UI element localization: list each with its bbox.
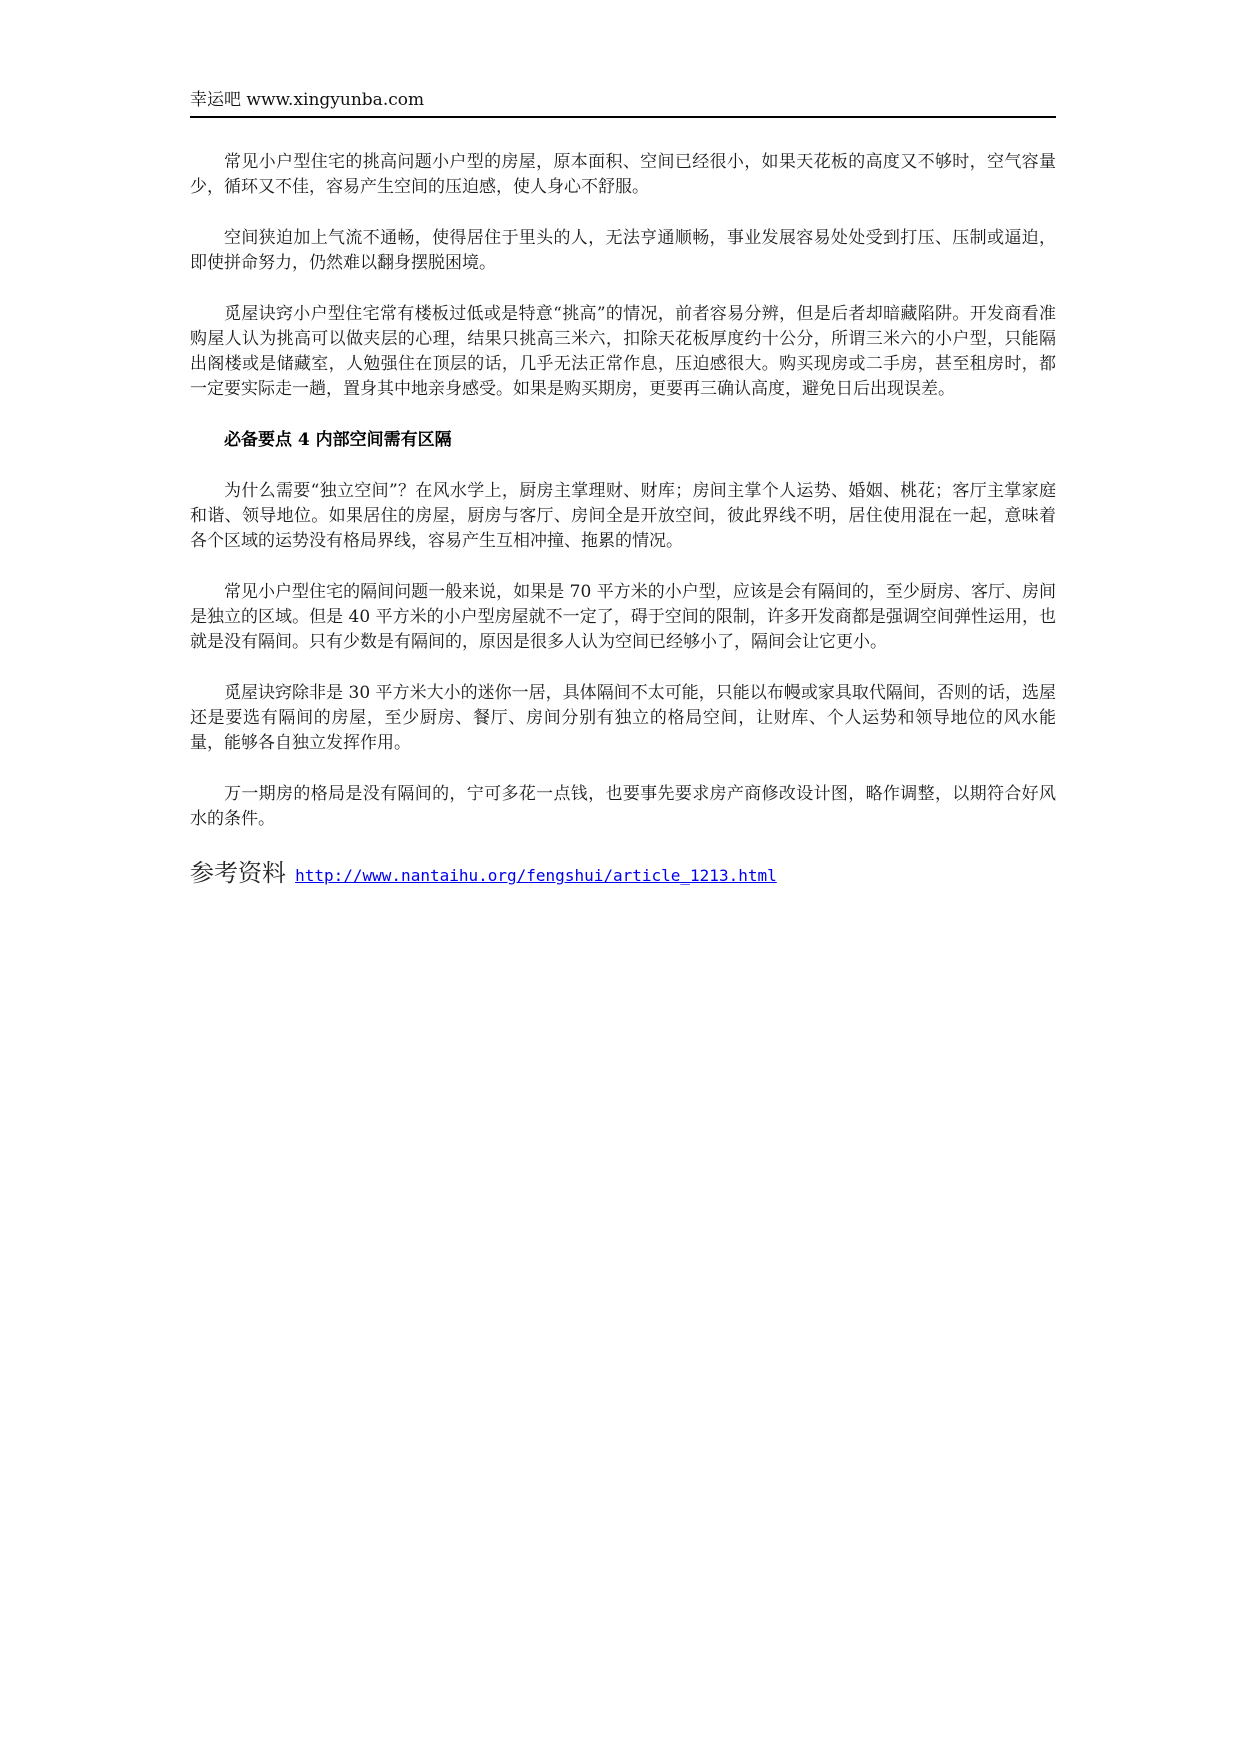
reference-label: 参考资料 <box>190 859 286 887</box>
section-heading-partition: 必备要点 4 内部空间需有区隔 <box>224 430 452 450</box>
paragraph-house-hunting-tip-height: 觅屋诀窍小户型住宅常有楼板过低或是特意“挑高”的情况，前者容易分辨，但是后者却暗藏陷阱。开发商看准购屋人认为挑高可以做夹层的心理，结果只挑高三米六，扣除天花板厚度约十公分，所谓三米六的小户型，只能隔出阁楼或是储藏室，人勉强住在顶层的话，几乎无法正常作息，压迫感很大。购买现房或二手房，甚至租房时，都一定要实际走一趟，置身其中地亲身感受。如果是购买期房，更要再三确认高度，避免日后出现误差。 <box>190 304 1056 399</box>
paragraph-independent-space: 为什么需要“独立空间”？在风水学上，厨房主掌理财、财库；房间主掌个人运势、婚姻、桃花；客厅主掌家庭和谐、领导地位。如果居住的房屋，厨房与客厅、房间全是开放空间，彼此界线不明，居住使用混在一起，意味着各个区域的运势没有格局界线，容易产生互相冲撞、拖累的情况。 <box>190 481 1056 551</box>
reference-link[interactable]: http://www.nantaihu.org/fengshui/article_1213.html <box>295 866 777 885</box>
document-body <box>190 150 1056 888</box>
reference-line <box>190 858 1056 888</box>
paragraph-cramped-space: 空间狭迫加上气流不通畅，使得居住于里头的人，无法亨通顺畅，事业发展容易处处受到打压、压制或逼迫，即使拼命努力，仍然难以翻身摆脱困境。 <box>190 228 1056 273</box>
paragraph-house-hunting-tip-partition: 觅屋诀窍除非是 30 平方米大小的迷你一居，具体隔间不太可能，只能以布幔或家具取代隔间，否则的话，选屋还是要选有隔间的房屋，至少厨房、餐厅、房间分别有独立的格局空间，让财库、个人运势和领导地位的风水能量，能够各自独立发挥作用。 <box>190 683 1056 753</box>
header-site-text: 幸运吧 www.xingyunba.com <box>190 90 425 110</box>
paragraph-ceiling-height-problem: 常见小户型住宅的挑高问题小户型的房屋，原本面积、空间已经很小，如果天花板的高度又不够时，空气容量少，循环又不佳，容易产生空间的压迫感，使人身心不舒服。 <box>190 152 1056 197</box>
page-header <box>190 88 1056 118</box>
paragraph-partition-problem: 常见小户型住宅的隔间问题一般来说，如果是 70 平方米的小户型，应该是会有隔间的，至少厨房、客厅、房间是独立的区域。但是 40 平方米的小户型房屋就不一定了，碍于空间的限制，许多开发商都是强调空间弹性运用，也就是没有隔间。只有少数是有隔间的，原因是很多人认为空间已经够小了，隔间会让它更小。 <box>190 582 1056 652</box>
paragraph-off-plan-advice: 万一期房的格局是没有隔间的，宁可多花一点钱，也要事先要求房产商修改设计图，略作调整，以期符合好风水的条件。 <box>190 784 1056 829</box>
